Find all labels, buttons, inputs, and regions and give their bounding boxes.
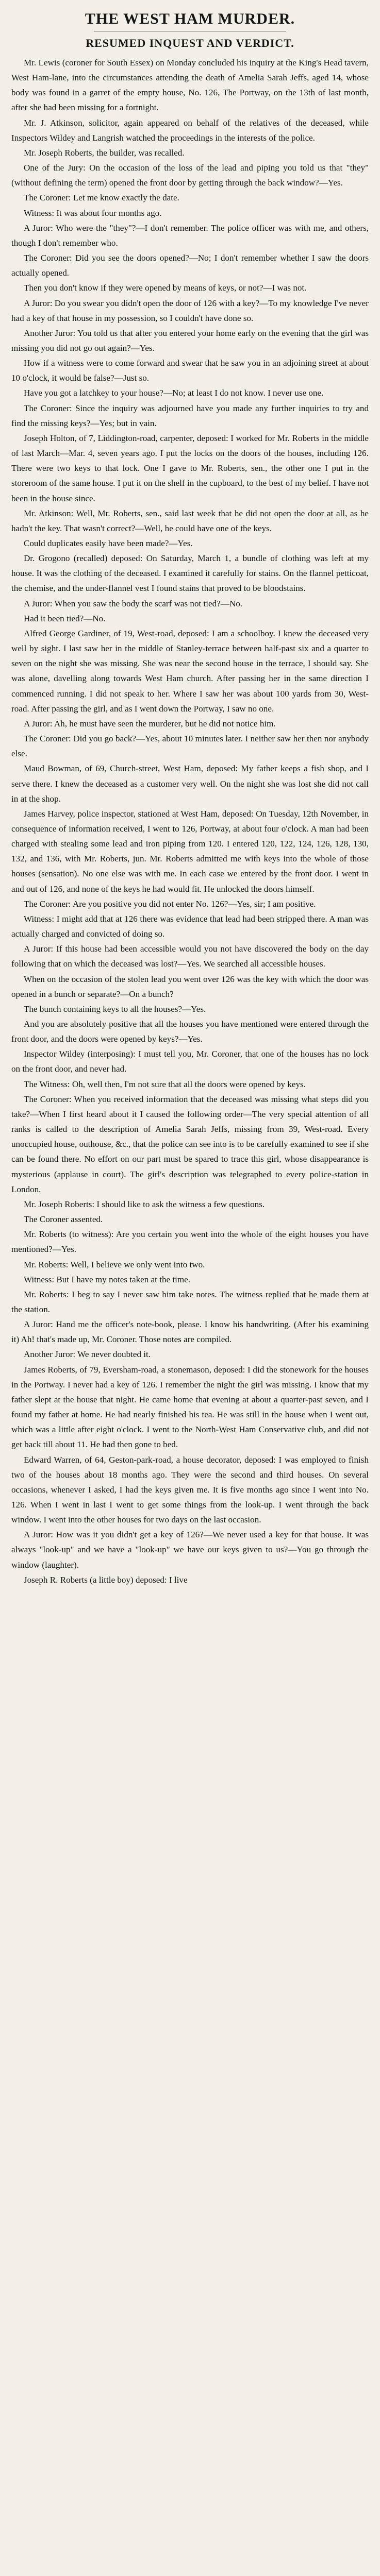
- article-paragraph: Alfred George Gardiner, of 19, West-road, deposed: I am a schoolboy. I knew the deceased very well by sight. I last saw her in the middle of Stanley-terrace between half-past six and a quarter to seven on the night she was missing. She was near the second house in the terrace, I should say. She was alone, davelling along towards West Ham church. After passing her in the same direction I commenced running. I did not speak to her. Where I saw her was about 100 yards from 30, West-road. After passing the girl, and as I went down the Portway, I saw no one.: [11, 628, 369, 714]
- article-paragraph: The Coroner: When you received information that the deceased was missing what steps did you take?—When I first heard about it I caused the following order—The very special attention of all ranks is called to the description of Amelia Sarah Jeffs, missing from 39, West-road. Every unoccupied house, outhouse, &c., that the police can see into is to be carefully examined to see if she can be found there. No effort on our part must be spared to trace this girl, whose disappearance is mysterious (applause in court). The girl's description was telegraphed to every police-station in London.: [11, 1094, 369, 1194]
- article-paragraph: Maud Bowman, of 69, Church-street, West Ham, deposed: My father keeps a fish shop, and I serve there. I knew the deceased as a customer very well. On the night she was lost she did not call in at the shop.: [11, 764, 369, 804]
- article-paragraph: The Coroner: Since the inquiry was adjourned have you made any further inquiries to try and find the missing keys?—Yes; but in vain.: [11, 403, 369, 428]
- article-paragraph: The Coroner assented.: [23, 1214, 103, 1225]
- article-paragraph: The Coroner: Did you see the doors opened?—No; I don't remember whether I saw the doors actually opened.: [11, 253, 369, 278]
- article-subtitle: RESUMED INQUEST AND VERDICT.: [86, 37, 294, 49]
- article-paragraph: A Juror: Who were the "they"?—I don't remember. The police officer was with me, and others, though I don't remember who.: [11, 223, 369, 248]
- article-paragraph: Inspector Wildey (interposing): I must tell you, Mr. Coroner, that one of the houses has no lock on the front door, and never had.: [11, 1049, 369, 1074]
- article-paragraph: Dr. Grogono (recalled) deposed: On Saturday, March 1, a bundle of clothing was left at my house. It was the clothing of the deceased. I examined it carefully for stains. On the flannel petticoat, the chemise, and the under-flannel vest I found stains that proved to be bloodstains.: [11, 553, 369, 594]
- article-paragraph: The Coroner: Did you go back?—Yes, about 10 minutes later. I neither saw her then nor anybody else.: [11, 734, 369, 759]
- article-paragraph: A Juror: Hand me the officer's note-book, please. I know his handwriting. (After his examining it) Ah! that's made up, Mr. Coroner. Those notes are compiled.: [11, 1319, 369, 1345]
- article-paragraph: Mr. Joseph Roberts: I should like to ask the witness a few questions.: [23, 1199, 265, 1209]
- article-paragraph: Mr. Roberts (to witness): Are you certain you went into the whole of the eight houses you have mentioned?—Yes.: [11, 1229, 369, 1255]
- article-body: [11, 55, 369, 1587]
- article-paragraph: Another Juror: We never doubted it.: [23, 1349, 151, 1360]
- article-paragraph: Witness: I might add that at 126 there was evidence that lead had been stripped there. A man was actually charged and convicted of doing so.: [11, 913, 369, 939]
- article-paragraph: Another Juror: You told us that after you entered your home early on the evening that the girl was missing you did not go out again?—Yes.: [11, 328, 369, 353]
- article-paragraph: Could duplicates easily have been made?—Yes.: [23, 538, 193, 548]
- article-paragraph: One of the Jury: On the occasion of the loss of the lead and piping you told us that "they" (without defining the term) opened the front door by getting through the back window?—Yes.: [11, 163, 369, 188]
- article-paragraph: The Coroner: Are you positive you did not enter No. 126?—Yes, sir; I am positive.: [23, 899, 316, 909]
- article-paragraph: When on the occasion of the stolen lead you went over 126 was the key with which the door was opened in a bunch or separate?—On a bunch?: [11, 974, 369, 999]
- article-paragraph: Then you don't know if they were opened by means of keys, or not?—I was not.: [23, 283, 307, 293]
- article-title: THE WEST HAM MURDER.: [85, 10, 295, 27]
- article-paragraph: Mr. Roberts: I beg to say I never saw him take notes. The witness replied that he made them at the station.: [11, 1289, 369, 1314]
- article-paragraph: And you are absolutely positive that all the houses you have mentioned were entered through the front door, and the doors were opened by keys?—Yes.: [11, 1019, 369, 1044]
- article-paragraph: Witness: But I have my notes taken at the time.: [23, 1274, 191, 1284]
- article-paragraph: Joseph R. Roberts (a little boy) deposed: I live: [23, 1574, 188, 1585]
- article-paragraph: Mr. J. Atkinson, solicitor, again appeared on behalf of the relatives of the deceased, while Inspectors Wildey and Langrish watched the proceedings in the interests of the police.: [11, 117, 369, 143]
- article-paragraph: Have you got a latchkey to your house?—No; at least I do not know. I never use one.: [23, 388, 324, 398]
- article-paragraph: A Juror: When you saw the body the scarf was not tied?—No.: [23, 598, 243, 608]
- article-paragraph: A Juror: Ah, he must have seen the murderer, but he did not notice him.: [23, 718, 276, 728]
- article-paragraph: The bunch containing keys to all the houses?—Yes.: [23, 1004, 206, 1014]
- article-paragraph: The Coroner: Let me know exactly the date.: [23, 193, 179, 203]
- article-paragraph: Had it been tied?—No.: [23, 613, 106, 623]
- article-paragraph: Mr. Roberts: Well, I believe we only went into two.: [23, 1259, 205, 1269]
- article-paragraph: James Roberts, of 79, Eversham-road, a stonemason, deposed: I did the stonework for the houses in the Portway. I never had a key of 126. I remember the night the girl was missing. I know that my father slept at the house that night. He came home that evening at about a quarter-past seven, and I found my father at home. He had nearly finished his tea. He was still in the house when I went out, which was a little after eight o'clock. I went to the North-West Ham Conservative club, and did not get back till about 11. He had then gone to bed.: [11, 1364, 369, 1450]
- article-paragraph: A Juror: Do you swear you didn't open the door of 126 with a key?—To my knowledge I've never had a key of that house in my possession, so I couldn't have done so.: [11, 298, 369, 323]
- article-paragraph: James Harvey, police inspector, stationed at West Ham, deposed: On Tuesday, 12th November, in consequence of information received, I went to 126, Portway, at about four o'clock. A man had been charged with stealing some lead and iron piping from 120. I entered 120, 122, 124, 126, 128, 130, 132, and 136, with Mr. Roberts, jun. Mr. Roberts admitted me with keys into the whole of those houses (sensation). No one else was with me. In each case we entered by the front door. I went in and out of 126, and none of the keys he had would fit. He unlocked the doors himself.: [11, 808, 369, 894]
- article-paragraph: The Witness: Oh, well then, I'm not sure that all the doors were opened by keys.: [23, 1079, 306, 1089]
- article-paragraph: A Juror: If this house had been accessible would you not have discovered the body on the day following that on which the deceased was lost?—Yes. We searched all accessible houses.: [11, 944, 369, 969]
- article-paragraph: Mr. Joseph Roberts, the builder, was recalled.: [23, 147, 185, 158]
- article-paragraph: Mr. Lewis (coroner for South Essex) on Monday concluded his inquiry at the King's Head tavern, West Ham-lane, into the circumstances attending the death of Amelia Sarah Jeffs, aged 14, whose body was found in a garret of the empty house, No. 126, The Portway, on the 13th of last month, after she had been missing for a fortnight.: [11, 58, 369, 113]
- article-paragraph: Joseph Holton, of 7, Liddington-road, carpenter, deposed: I worked for Mr. Roberts in the middle of last March—Mar. 4, seven years ago. I put the locks on the doors of the houses, including 126. There were two keys to that lock. One I gave to Mr. Roberts, sen., the other one I put in the storeroom of the same house. I put it on the shelf in the cupboard, to the best of my belief. I have not been in the house since.: [11, 433, 369, 503]
- article-paragraph: Witness: It was about four months ago.: [23, 208, 162, 218]
- article-paragraph: Mr. Atkinson: Well, Mr. Roberts, sen., said last week that he did not open the door at all, as he hadn't the key. That wasn't correct?—Well, he could have one of the keys.: [11, 508, 369, 533]
- article-paragraph: A Juror: How was it you didn't get a key of 126?—We never used a key for that house. It was always "look-up" and we have a "look-up" we have our keys given to us?—You go through the window (laughter).: [11, 1530, 369, 1570]
- article-paragraph: Edward Warren, of 64, Geston-park-road, a house decorator, deposed: I was employed to finish two of the houses about 18 months ago. They were the second and third houses. On several occasions, whenever I asked, I had the keys given me. It is five months ago since I went into No. 126. When I went in last I went to get some things from the look-up. I went through the back window. I went into the other houses for two days on the last occasion.: [11, 1454, 369, 1525]
- article-paragraph: How if a witness were to come forward and swear that he saw you in an adjoining street at about 10 o'clock, it would be false?—Just so.: [11, 358, 369, 383]
